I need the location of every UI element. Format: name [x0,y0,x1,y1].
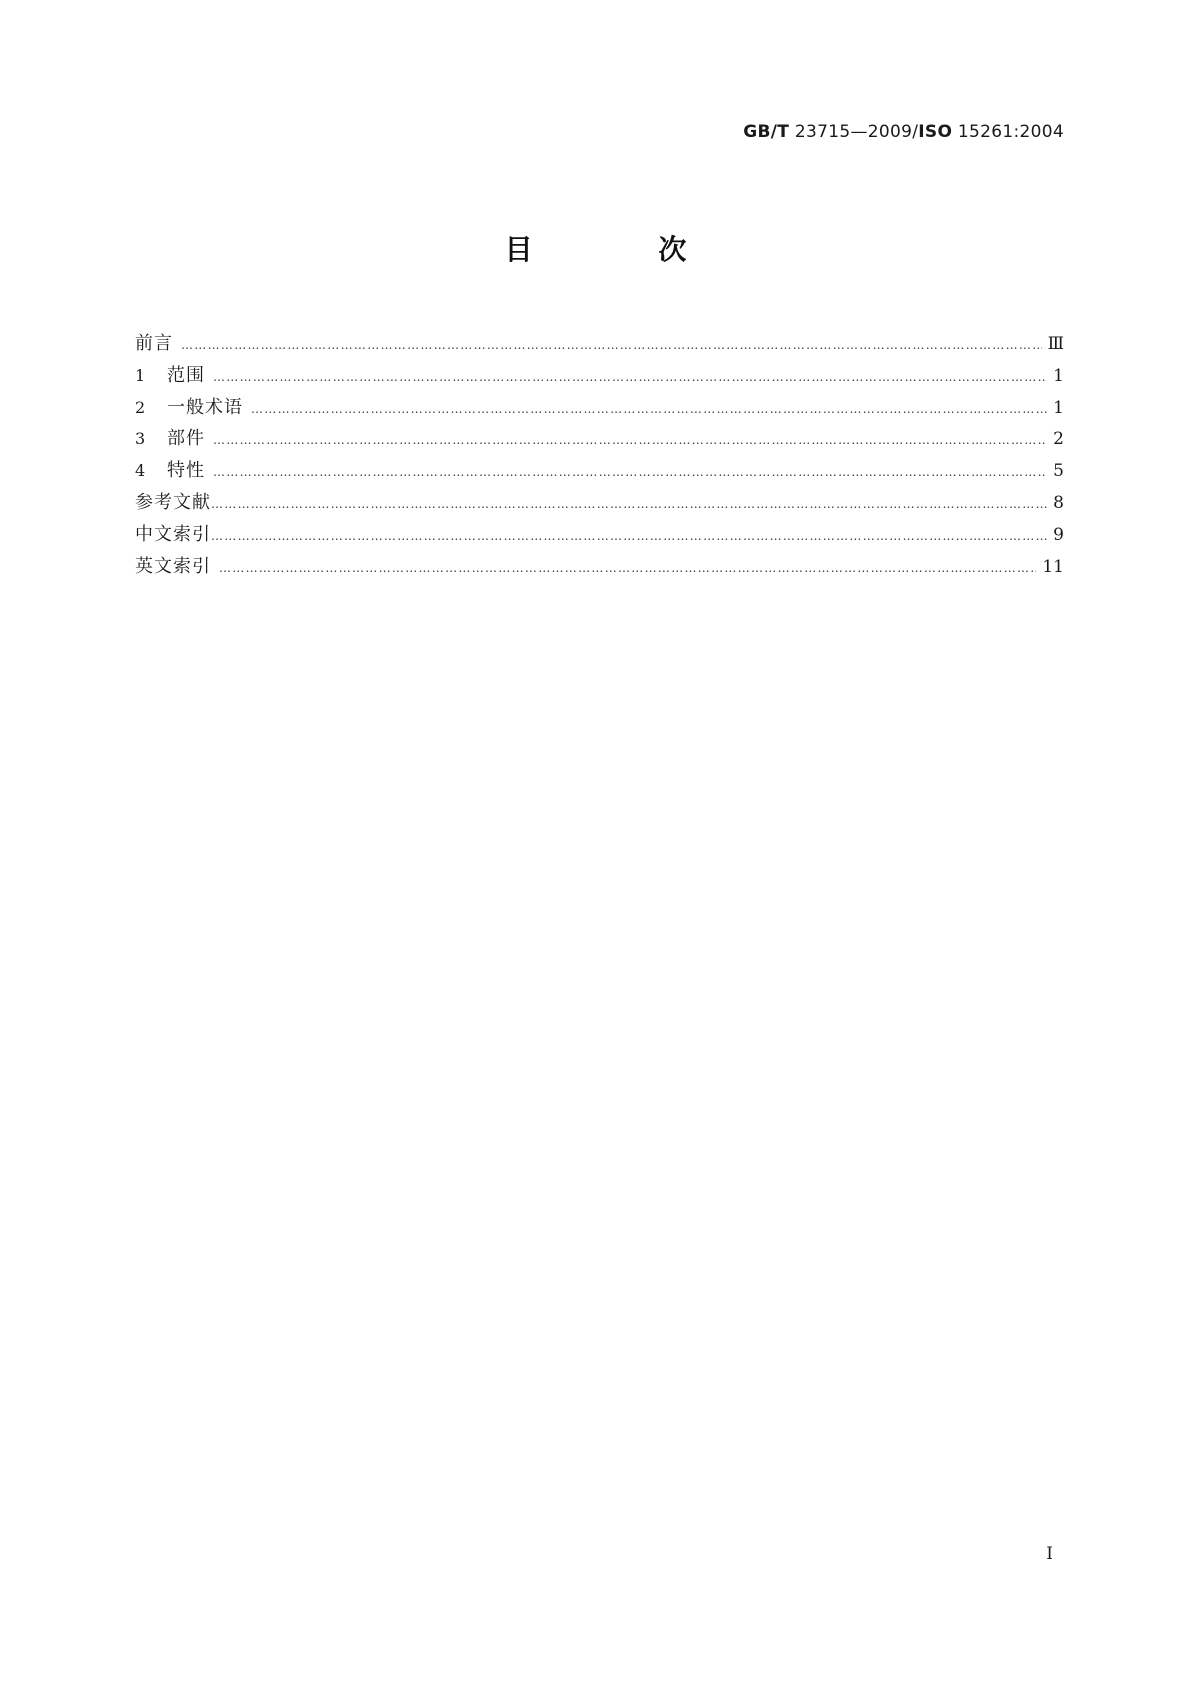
page-number: I [1046,1544,1053,1564]
toc-item-label: 部件 [167,428,205,450]
toc-item-page: 2 [1053,429,1064,450]
iso-prefix: ISO [918,122,953,142]
toc-item-page: 9 [1053,524,1064,545]
toc-leader-dots [211,497,1047,511]
toc-item-general-terms[interactable] [135,393,1064,425]
toc-item-label: 中文索引 [135,523,211,545]
toc-leader-dots [211,529,1047,543]
toc-item-page: 1 [1053,397,1064,418]
toc-item-components[interactable] [135,424,1064,456]
toc-leader-dots [219,561,1036,575]
toc-leader-dots [213,433,1047,447]
toc-item-scope[interactable] [135,361,1064,393]
toc-item-label: 参考文献 [135,491,211,513]
toc-item-page: 11 [1042,556,1064,577]
toc-item-label: 英文索引 [135,555,211,577]
page-title: 目 次 [504,233,745,266]
toc-item-page: 1 [1053,365,1064,386]
toc-item-label: 范围 [167,364,205,386]
std-number: 23715—2009/ [794,122,919,142]
toc-item-page: 5 [1053,461,1064,482]
iso-number: 15261:2004 [957,122,1064,142]
toc-item-number: 4 [135,461,146,481]
toc-item-page: 8 [1053,492,1064,513]
toc-item-number: 2 [135,397,146,417]
toc-leader-dots [213,370,1047,384]
toc-item-bibliography[interactable] [135,488,1064,520]
std-prefix: GB/T [743,122,790,142]
toc-item-chinese-index[interactable] [135,520,1064,552]
standard-number [743,122,1064,142]
toc-leader-dots [213,465,1047,479]
toc-item-label: 一般术语 [167,396,243,418]
toc-item-characteristics[interactable] [135,456,1064,488]
toc-item-english-index[interactable] [135,552,1064,584]
toc-leader-dots [251,402,1047,416]
table-of-contents [135,329,1064,583]
toc-item-page: Ⅲ [1047,334,1064,354]
toc-item-label: 特性 [167,460,205,482]
toc-leader-dots [181,338,1042,352]
toc-item-foreword[interactable] [135,329,1064,361]
toc-item-number: 1 [135,365,146,385]
toc-item-number: 3 [135,429,146,449]
toc-item-label: 前言 [135,333,173,354]
